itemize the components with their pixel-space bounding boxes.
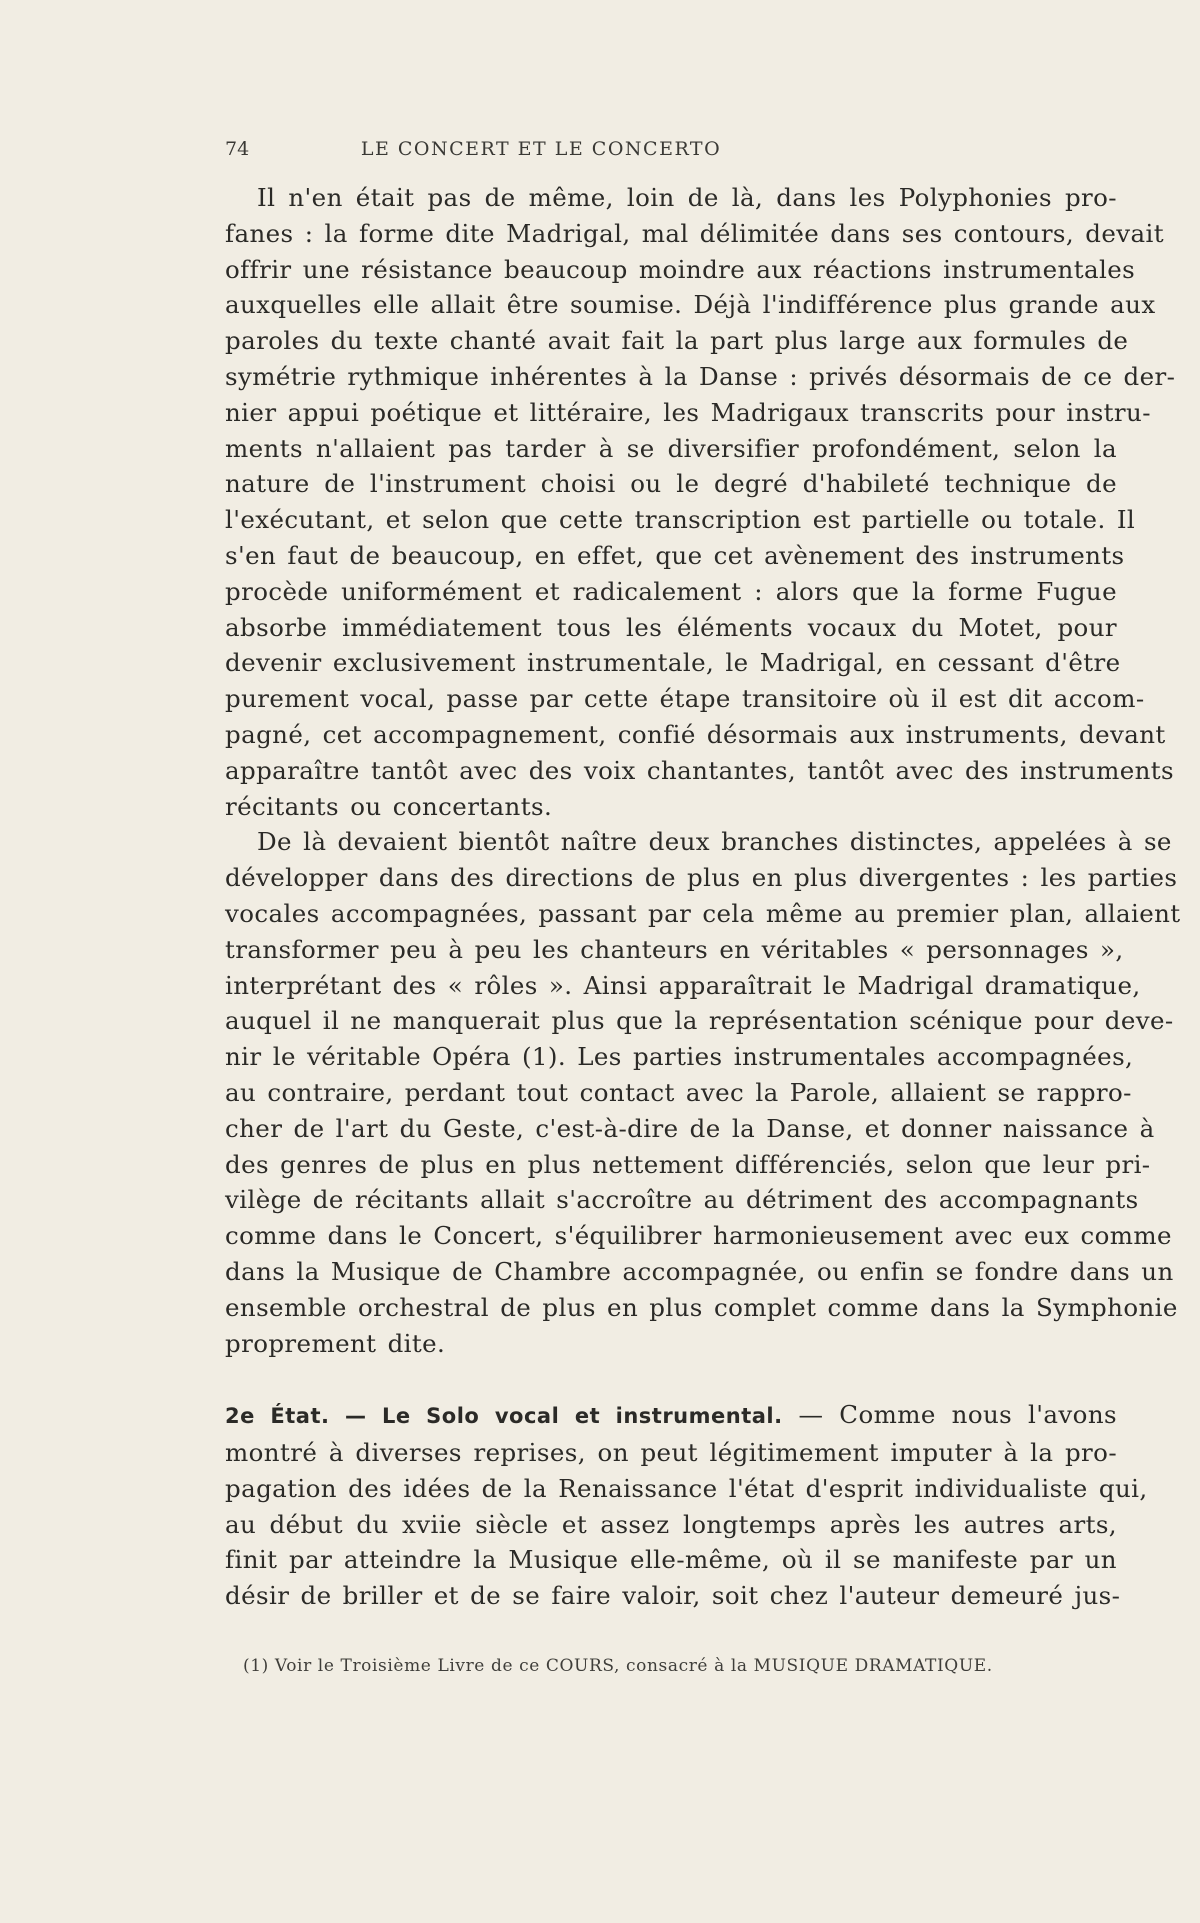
text-line: pagné, cet accompagnement, confié désormais aux instruments, devant — [225, 719, 1166, 749]
text-line: pagation des idées de la Renaissance l'état d'esprit individualiste qui, — [225, 1473, 1148, 1503]
text-line: transformer peu à peu les chanteurs en véritables « personnages », — [225, 934, 1124, 964]
text-line: vocales accompagnées, passant par cela même au premier plan, allaient — [225, 898, 1181, 928]
text-line: procède uniformément et radicalement : alors que la forme Fugue — [225, 576, 1117, 606]
text-line: absorbe immédiatement tous les éléments vocaux du Motet, pour — [225, 612, 1117, 642]
text-line: nature de l'instrument choisi ou le degré d'habileté technique de — [225, 469, 1117, 499]
text-line: dans la Musique de Chambre accompagnée, ou enfin se fondre dans un — [225, 1256, 1174, 1286]
text-line: paroles du texte chanté avait fait la part plus large aux formules de — [225, 326, 1129, 356]
text-line: offrir une résistance beaucoup moindre aux réactions instrumentales — [225, 254, 1136, 284]
text-line: des genres de plus en plus nettement différenciés, selon que leur pri- — [225, 1149, 1151, 1179]
text-line: apparaître tantôt avec des voix chantantes, tantôt avec des instruments — [225, 755, 1174, 785]
text-line: comme dans le Concert, s'équilibrer harmonieusement avec eux comme — [225, 1221, 1172, 1251]
section-first-line — [225, 1397, 1117, 1435]
main-text — [225, 180, 1181, 1614]
text-line: proprement dite. — [225, 1328, 446, 1358]
running-header — [225, 138, 857, 160]
text-line: ments n'allaient pas tarder à se diversifier profondément, selon la — [225, 433, 1117, 463]
text-line: Il n'en était pas de même, loin de là, dans les Polyphonies pro- — [257, 183, 1117, 212]
text-line: nier appui poétique et littéraire, les Madrigaux transcrits pour instru- — [225, 397, 1151, 427]
text-line: devenir exclusivement instrumentale, le Madrigal, en cessant d'être — [225, 648, 1121, 678]
text-line: développer dans des directions de plus en plus divergentes : les parties — [225, 863, 1178, 893]
text-line: récitants ou concertants. — [225, 791, 553, 821]
text-line: finit par atteindre la Musique elle-même, où il se manifeste par un — [225, 1545, 1117, 1575]
text-line: désir de briller et de se faire valoir, soit chez l'auteur demeuré jus- — [225, 1581, 1121, 1611]
text-line: auquel il ne manquerait plus que la représentation scénique pour deve- — [225, 1006, 1174, 1036]
text-line: vilège de récitants allait s'accroître au détriment des accompagnants — [225, 1185, 1139, 1215]
text-line: au contraire, perdant tout contact avec la Parole, allaient se rappro- — [225, 1077, 1132, 1107]
text-line: De là devaient bientôt naître deux branches distinctes, appelées à se — [257, 827, 1172, 857]
text-line: ensemble orchestral de plus en plus complet comme dans la Symphonie — [225, 1292, 1178, 1322]
section-gap — [225, 1361, 1117, 1397]
text-line: symétrie rythmique inhérentes à la Danse : privés désormais de ce der- — [225, 361, 1176, 391]
text-line: au début du xviie siècle et assez longtemps après les autres arts, — [225, 1509, 1117, 1539]
text-line: montré à diverses reprises, on peut légitimement imputer à la pro- — [225, 1438, 1117, 1468]
text-line: fanes : la forme dite Madrigal, mal délimitée dans ses contours, devait — [225, 218, 1164, 248]
text-line: l'exécutant, et selon que cette transcription est partielle ou totale. Il — [225, 505, 1136, 535]
footnote: (1) Voir le Troisième Livre de ce COURS, consacré à la MUSIQUE DRAMATIQUE. — [243, 1656, 993, 1676]
section-text: — Comme nous l'avons — [798, 1400, 1117, 1430]
text-line: s'en faut de beaucoup, en effet, que cet avènement des instruments — [225, 540, 1125, 570]
text-line: cher de l'art du Geste, c'est-à-dire de la Danse, et donner naissance à — [225, 1113, 1155, 1143]
text-line: nir le véritable Opéra (1). Les parties instrumentales accompagnées, — [225, 1042, 1134, 1072]
section-heading: 2e État. — Le Solo vocal et instrumental. — [225, 1404, 783, 1429]
text-line: interprétant des « rôles ». Ainsi apparaîtrait le Madrigal dramatique, — [225, 970, 1141, 1000]
running-title: LE CONCERT ET LE CONCERTO — [360, 138, 722, 160]
page-number: 74 — [225, 138, 250, 160]
text-line: auxquelles elle allait être soumise. Déjà l'indifférence plus grande aux — [225, 290, 1156, 320]
text-line: purement vocal, passe par cette étape transitoire où il est dit accom- — [225, 684, 1145, 714]
